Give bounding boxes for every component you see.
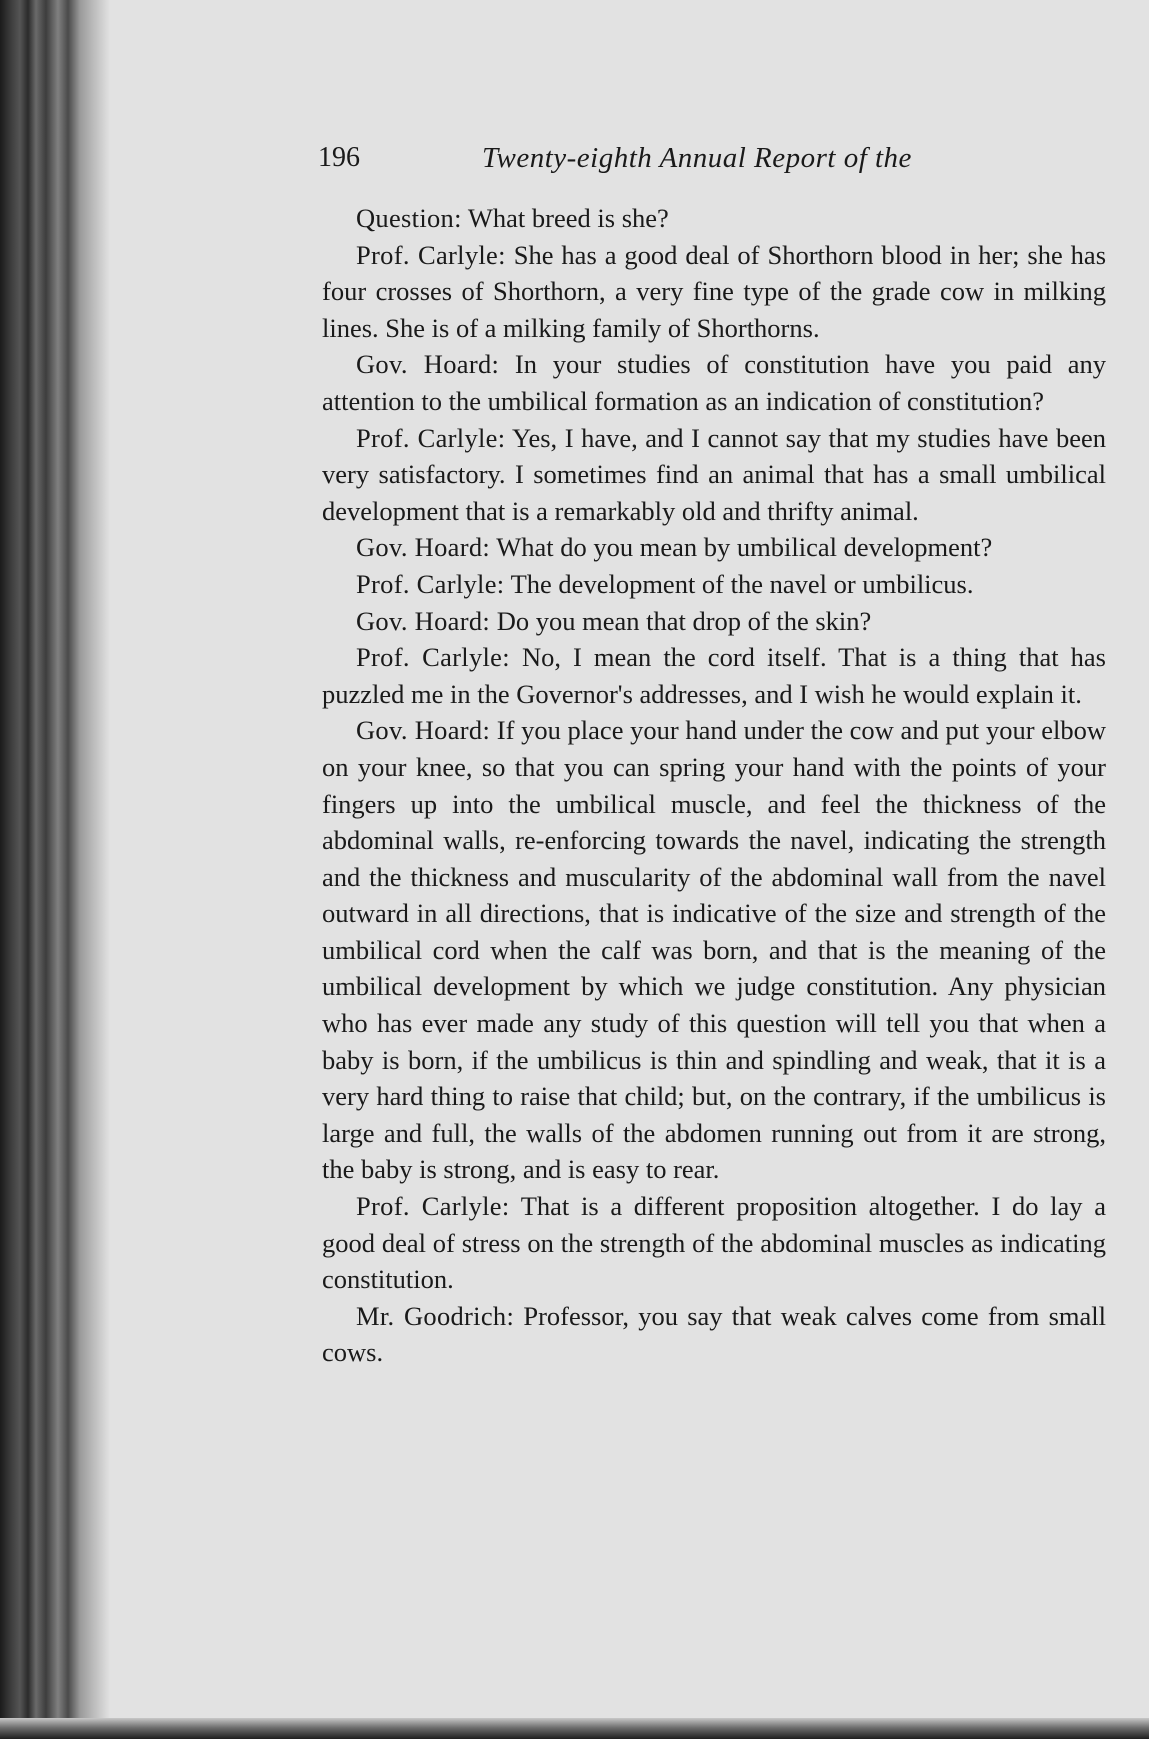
paragraph-text: No, I mean the cord itself. That is a thing that has puzzled me in the Governor's addresses, and I wish he would explain it.	[322, 642, 1106, 709]
book-binding-edge	[0, 0, 110, 1739]
paragraph-carlyle-4	[322, 639, 1106, 712]
paragraph-carlyle-5	[322, 1188, 1106, 1298]
paragraph-text: In your studies of constitution have you paid any attention to the umbilical formation as an indication of constitution?	[322, 349, 1106, 416]
speaker-label: Mr. Goodrich:	[356, 1300, 515, 1331]
paragraph-text: That is a different proposition altogether. I do lay a good deal of stress on the strength of the abdominal muscles as indicating constitution.	[322, 1191, 1106, 1295]
paragraph-hoard-3	[322, 603, 1106, 640]
speaker-label: Prof. Carlyle:	[356, 1191, 510, 1222]
paragraph-hoard-4	[322, 712, 1106, 1188]
paragraph-carlyle-2	[322, 420, 1106, 530]
speaker-label: Prof. Carlyle:	[356, 422, 506, 453]
body-text	[322, 200, 1106, 1371]
running-head	[318, 142, 978, 182]
speaker-label: Gov. Hoard:	[356, 532, 491, 563]
speaker-label: Gov. Hoard:	[356, 715, 491, 746]
paragraph-text: She has a good deal of Shorthorn blood in her; she has four crosses of Shorthorn, a very fine type of the grade cow in milking lines. She is of a milking family of Shorthorns.	[322, 239, 1107, 343]
paragraph-carlyle-3	[322, 566, 1106, 603]
paragraph-question	[322, 200, 1106, 237]
paragraph-text: What breed is she?	[467, 203, 669, 233]
paragraph-text: Yes, I have, and I cannot say that my studies have been very satisfactory. I sometimes find an animal that has a small umbilical development that is a remarkably old and thrifty animal.	[322, 422, 1107, 526]
speaker-label: Gov. Hoard:	[356, 349, 500, 380]
page-number: 196	[318, 142, 360, 173]
speaker-label: Question:	[356, 203, 462, 233]
running-title: Twenty-eighth Annual Report of the	[482, 142, 912, 174]
paragraph-carlyle-1	[322, 237, 1106, 347]
paragraph-text: If you place your hand under the cow and put your elbow on your knee, so that you can spring your hand with the points of your fingers up into the umbilical muscle, and feel the thickness of the abdominal walls, re-enforcing towards the navel, indicating the strength and the thickness and muscularity of the abdominal wall from the navel outward in all directions, that is indicative of the size and strength of the umbilical cord when the calf was born, and that is the meaning of the umbilical development by which we judge constitution. Any physician who has ever made any study of this question will tell you that when a baby is born, if the umbilicus is thin and spindling and weak, that it is a very hard thing to raise that child; but, on the contrary, if the umbilicus is large and full, the walls of the abdomen running out from it are strong, the baby is strong, and is easy to rear.	[322, 715, 1106, 1185]
speaker-label: Gov. Hoard:	[356, 605, 491, 636]
speaker-label: Prof. Carlyle:	[356, 568, 505, 599]
paragraph-text: What do you mean by umbilical development?	[496, 532, 993, 563]
bottom-page-shadow	[0, 1718, 1149, 1739]
paragraph-text: Do you mean that drop of the skin?	[496, 605, 872, 636]
paragraph-text: Professor, you say that weak calves come from small cows.	[322, 1300, 1106, 1368]
speaker-label: Prof. Carlyle:	[356, 239, 506, 270]
paragraph-hoard-1	[322, 346, 1106, 419]
paragraph-goodrich	[322, 1298, 1106, 1371]
speaker-label: Prof. Carlyle:	[356, 642, 510, 673]
paragraph-hoard-2	[322, 529, 1106, 566]
paragraph-text: The development of the navel or umbilicus.	[510, 568, 974, 599]
